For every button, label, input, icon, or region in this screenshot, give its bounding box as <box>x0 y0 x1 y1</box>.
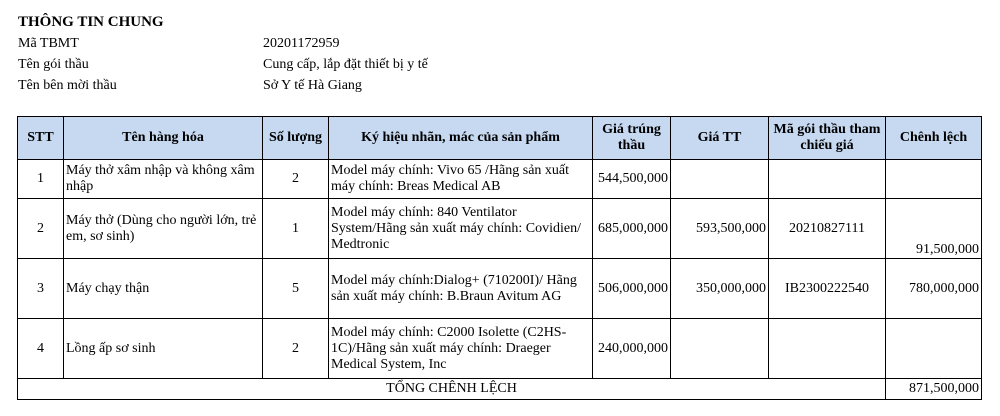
info-value-ben-moi-thau: Sở Y tế Hà Giang <box>263 78 362 93</box>
header-gia-trung-thau: Giá trúng thầu <box>593 117 671 160</box>
info-label-ten-goi-thau: Tên gói thầu <box>18 57 89 72</box>
cell-name: Lồng ấp sơ sinh <box>64 319 263 379</box>
info-title: THÔNG TIN CHUNG <box>18 14 164 30</box>
cell-price: 506,000,000 <box>593 259 671 319</box>
header-gia-tt: Giá TT <box>671 117 769 160</box>
cell-model: Model máy chính: C2000 Isolette (C2HS-1C)/Hãng sản xuất máy chính: Draeger Medical System, Inc <box>329 319 593 379</box>
info-label-ma-tbmt: Mã TBMT <box>18 36 79 51</box>
cell-stt: 3 <box>18 259 64 319</box>
info-value-ma-tbmt: 20201172959 <box>263 36 340 51</box>
cell-diff: 780,000,000 <box>886 259 982 319</box>
cell-name: Máy chạy thận <box>64 259 263 319</box>
table-header-row <box>18 117 982 160</box>
cell-ref <box>769 319 886 379</box>
cell-stt: 2 <box>18 199 64 259</box>
cell-name: Máy thở (Dùng cho người lớn, trẻ em, sơ sinh) <box>64 199 263 259</box>
table-row <box>18 199 982 259</box>
table-row <box>18 259 982 319</box>
cell-qty: 2 <box>263 160 329 199</box>
total-label: TỔNG CHÊNH LỆCH <box>18 379 886 400</box>
cell-tt <box>671 319 769 379</box>
cell-model: Model máy chính: Vivo 65 /Hãng sản xuất máy chính: Breas Medical AB <box>329 160 593 199</box>
cell-qty: 5 <box>263 259 329 319</box>
cell-price: 240,000,000 <box>593 319 671 379</box>
cell-tt <box>671 160 769 199</box>
header-chenh-lech: Chênh lệch <box>886 117 982 160</box>
cell-ref: IB2300222540 <box>769 259 886 319</box>
cell-diff: 91,500,000 <box>886 199 982 259</box>
header-ma-goi-thau: Mã gói thầu tham chiếu giá <box>769 117 886 160</box>
cell-qty: 1 <box>263 199 329 259</box>
cell-diff <box>886 319 982 379</box>
table-row <box>18 160 982 199</box>
info-value-ten-goi-thau: Cung cấp, lắp đặt thiết bị y tế <box>263 57 428 72</box>
header-so-luong: Số lượng <box>263 117 329 160</box>
cell-ref <box>769 160 886 199</box>
cell-ref: 20210827111 <box>769 199 886 259</box>
cell-qty: 2 <box>263 319 329 379</box>
header-ky-hieu: Ký hiệu nhãn, mác của sản phẩm <box>329 117 593 160</box>
cell-tt: 593,500,000 <box>671 199 769 259</box>
cell-diff <box>886 160 982 199</box>
total-value: 871,500,000 <box>886 379 982 400</box>
cell-model: Model máy chính:Dialog+ (710200I)/ Hãng sản xuất máy chính: B.Braun Avitum AG <box>329 259 593 319</box>
header-stt: STT <box>18 117 64 160</box>
bid-table <box>17 116 982 400</box>
cell-tt: 350,000,000 <box>671 259 769 319</box>
cell-price: 544,500,000 <box>593 160 671 199</box>
cell-price: 685,000,000 <box>593 199 671 259</box>
table-row <box>18 319 982 379</box>
header-ten-hang-hoa: Tên hàng hóa <box>64 117 263 160</box>
cell-name: Máy thở xâm nhập và không xâm nhập <box>64 160 263 199</box>
info-label-ben-moi-thau: Tên bên mời thầu <box>18 78 117 93</box>
cell-model: Model máy chính: 840 Ventilator System/Hãng sản xuất máy chính: Covidien/ Medtronic <box>329 199 593 259</box>
cell-stt: 4 <box>18 319 64 379</box>
total-row <box>18 379 982 400</box>
cell-stt: 1 <box>18 160 64 199</box>
